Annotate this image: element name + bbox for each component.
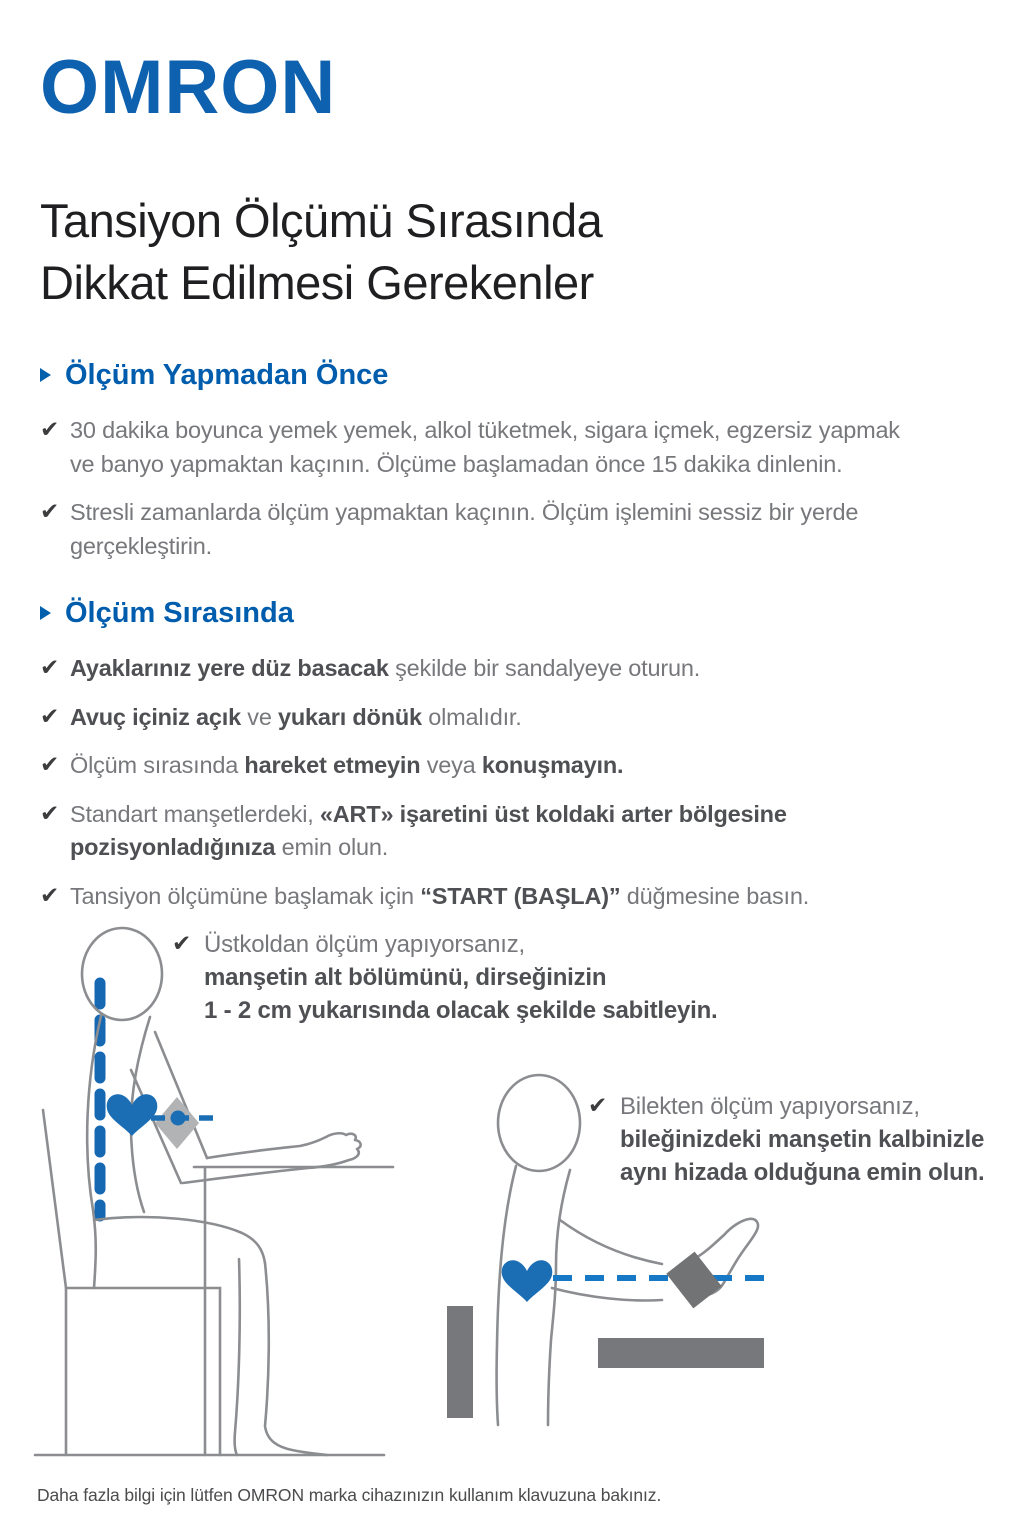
item-text-bold: pozisyonladığınıza [70,834,276,860]
item-text-bold: “START (BAŞLA)” [420,882,621,909]
item-text-regular: emin olun. [275,834,389,860]
checkmark-icon: ✔ [40,800,60,827]
item-text-regular: Stresli zamanlarda ölçüm yapmaktan kaçının. Ölçüm işlemini sessiz bir yerde [70,499,859,525]
arm-bottom [552,1288,662,1301]
wrist-caption [588,1090,985,1189]
item-text-bold: Ayaklarınız yere düz basacak [70,655,389,681]
item-text [70,652,700,686]
forearm-and-hand [183,1133,361,1183]
shin-inner [235,1259,240,1455]
triangle-bullet-icon [40,368,51,382]
item-text-bold: hareket etmeyin [244,752,421,778]
item-text [70,496,858,563]
checkmark-icon: ✔ [172,931,192,957]
upper-arm-caption [172,928,718,1027]
thigh [94,1217,265,1263]
head [498,1075,580,1171]
omron-logo: OMRON [40,45,337,130]
section-before-measurement [40,356,990,578]
heart-icon [502,1260,553,1302]
chair-back [447,1306,473,1418]
item-text [70,880,809,914]
caption-line-bold: manşetin alt bölümünü, dirseğinizin [204,964,607,991]
page-title-line-2: Dikkat Edilmesi Gerekenler [40,256,594,309]
item-text [70,414,900,481]
item-text [70,749,623,783]
item-text-regular: ve [240,703,279,730]
item-text-regular: gerçekleştirin. [70,532,212,559]
item-text-regular: 30 dakika boyunca yemek yemek, alkol tüketmek, sigara içmek, egzersiz yapmak [70,417,900,443]
caption-line-bold: aynı hizada olduğuna emin olun. [620,1159,985,1186]
footer-note: Daha fazla bilgi için lütfen OMRON marka cihazınızın kullanım klavuzuna bakınız. [37,1485,662,1505]
item-text-regular: ve banyo yapmaktan kaçının. Ölçüme başlamadan önce 15 dakika dinlenin. [70,450,843,477]
head [82,928,162,1020]
arm-rest-surface [598,1338,764,1368]
checklist [40,414,990,563]
checkmark-icon: ✔ [40,499,60,525]
item-text-regular: Tansiyon ölçümüne başlamak için [70,882,421,909]
section-heading [40,356,990,394]
item-text-bold: konuşmayın. [481,752,624,778]
checkmark-icon: ✔ [40,417,60,443]
arm-top [560,1220,662,1264]
check-item [40,798,990,865]
item-text-regular: Standart manşetlerdeki, [70,800,320,827]
caption-line-bold: 1 - 2 cm yukarısında olacak şekilde sabitleyin. [204,997,718,1024]
shin-outer [265,1263,327,1455]
checkmark-icon: ✔ [40,655,60,681]
cuff-marker-dot [171,1111,186,1126]
check-item [40,652,990,686]
caption-line-regular: Üstkoldan ölçüm yapıyorsanız, [204,931,526,958]
checkmark-icon: ✔ [40,752,60,778]
checkmark-icon: ✔ [40,882,60,909]
checklist [40,652,990,913]
item-text-bold: «ART» işaretini üst koldaki arter bölgesine [319,800,787,827]
check-item [40,414,990,481]
item-text-bold: yukarı dönük [278,703,422,730]
section-heading-text: Ölçüm Sırasında [65,597,294,629]
check-item [40,749,990,783]
caption-line-regular: Bilekten ölçüm yapıyorsanız, [620,1093,920,1120]
item-text [70,701,522,735]
caption-line-bold: bileğinizdeki manşetin kalbinizle [620,1126,985,1153]
item-text-regular: şekilde bir sandalyeye oturun. [388,655,701,681]
caption-text [204,928,718,1027]
wrist-cuff [666,1252,721,1309]
item-text-bold: Avuç içiniz açık [70,703,241,730]
chest [548,1170,570,1425]
section-during-measurement [40,594,990,928]
stool [66,1288,220,1455]
item-text-regular: Ölçüm sırasında [70,752,245,778]
item-text-regular: olmalıdır. [421,703,522,730]
checkmark-icon: ✔ [40,703,60,730]
caption-text [620,1090,985,1189]
check-item [40,880,990,914]
page-title [40,190,602,314]
section-heading [40,594,990,632]
stool-back-edge [43,1110,66,1288]
item-text-regular: veya [420,752,482,778]
checkmark-icon: ✔ [588,1093,608,1119]
furniture [447,1306,764,1418]
back [497,1166,516,1425]
item-text-regular: düğmesine basın. [620,882,810,909]
section-heading-text: Ölçüm Yapmadan Önce [65,359,389,391]
page-title-line-1: Tansiyon Ölçümü Sırasında [40,194,603,247]
figures-area [0,920,1024,1470]
item-text [70,798,787,865]
check-item [40,701,990,735]
check-item [40,496,990,563]
triangle-bullet-icon [40,606,51,620]
